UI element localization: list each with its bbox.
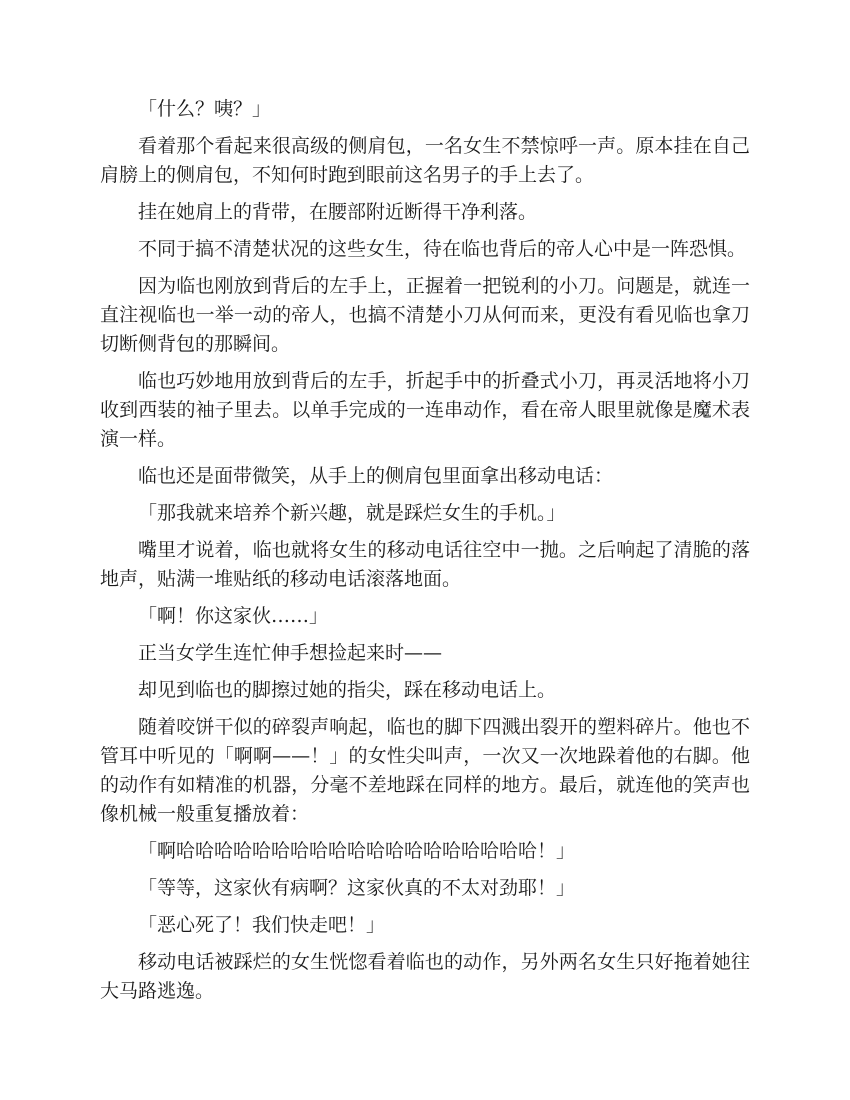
paragraph: 「恶心死了！我们快走吧！」 (138, 914, 386, 936)
paragraph: 挂在她肩上的背带，在腰部附近断得干净利落。 (138, 201, 538, 223)
paragraph: 不同于搞不清楚状况的这些女生，待在临也背后的帝人心中是一阵恐惧。 (138, 238, 747, 260)
paragraph: 移动电话被踩烂的女生恍惚看着临也的动作，另外两名女生只好拖着她往大马路逃逸。 (100, 951, 750, 1002)
paragraph: 「等等，这家伙有病啊？这家伙真的不太对劲耶！」 (138, 877, 576, 899)
paragraph: 临也还是面带微笑，从手上的侧肩包里面拿出移动电话： (138, 465, 614, 487)
paragraph: 却见到临也的脚擦过她的指尖，踩在移动电话上。 (138, 679, 557, 701)
paragraph: 看着那个看起来很高级的侧肩包，一名女生不禁惊呼一声。原本挂在自己肩膀上的侧肩包，不知何时跑到眼前这名男子的手上去了。 (100, 135, 750, 186)
paragraph: 「什么？咦？」 (138, 98, 272, 120)
paragraph: 因为临也刚放到背后的左手上，正握着一把锐利的小刀。问题是，就连一直注视临也一举一动的帝人，也搞不清楚小刀从何而来，更没有看见临也拿刀切断侧背包的那瞬间。 (100, 275, 750, 355)
paragraph: 正当女学生连忙伸手想捡起来时—— (138, 642, 443, 664)
paragraph: 「那我就来培养个新兴趣，就是踩烂女生的手机。」 (138, 502, 566, 524)
paragraph: 嘴里才说着，临也就将女生的移动电话往空中一抛。之后响起了清脆的落地声，贴满一堆贴纸的移动电话滚落地面。 (100, 539, 750, 590)
text-body (100, 95, 750, 1014)
paragraph: 临也巧妙地用放到背后的左手，折起手中的折叠式小刀，再灵活地将小刀收到西装的袖子里去。以单手完成的一连串动作，看在帝人眼里就像是魔术表演一样。 (100, 370, 750, 450)
paragraph: 随着咬饼干似的碎裂声响起，临也的脚下四溅出裂开的塑料碎片。他也不管耳中听见的「啊啊——！」的女性尖叫声，一次又一次地跺着他的右脚。他的动作有如精准的机器，分毫不差地踩在同样的地方。最后，就连他的笑声也像机械一般重复播放着： (100, 716, 750, 825)
paragraph: 「啊！你这家伙……」 (138, 605, 329, 627)
paragraph: 「啊哈哈哈哈哈哈哈哈哈哈哈哈哈哈哈哈哈哈哈！」 (138, 840, 576, 862)
